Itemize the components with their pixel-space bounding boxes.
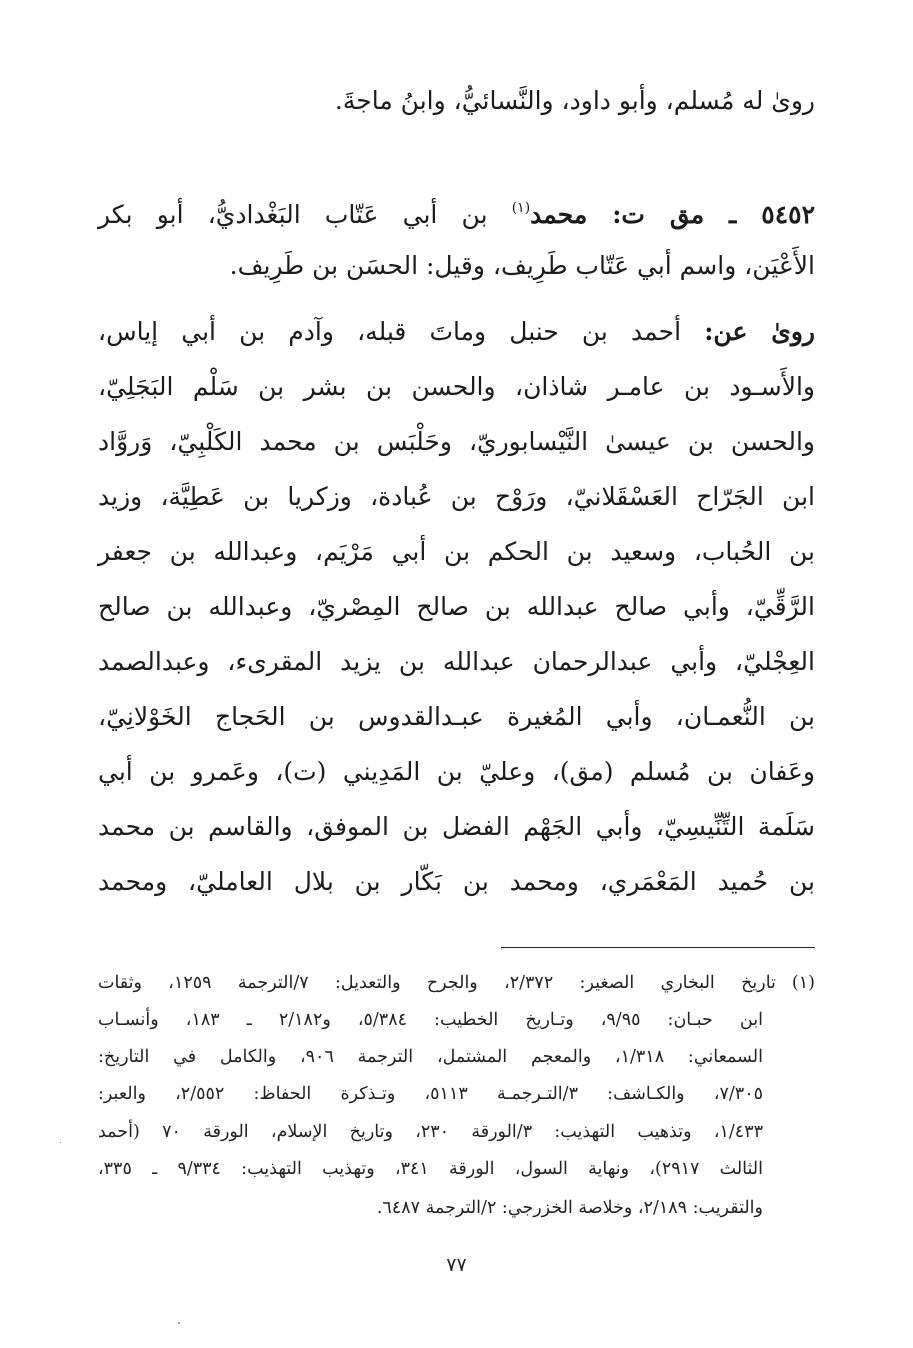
narrators-line-text: ابن الجَرّاح العَسْقَلانيّ، ورَوْح بن عُبادة، وزكريا بن عَطِيَّة، وزيد: [98, 482, 815, 511]
narrators-line: [98, 594, 815, 619]
narrators-line: [98, 649, 815, 674]
footnote-line-text: ابن حبـان: ٩/٩٥، وتـاريخ الخطيب: ٥/٣٨٤، و٢/١٨٢ ـ ١٨٣، وأنسـاب: [98, 1010, 763, 1030]
narrators-line-text: بن الحُباب، وسعيد بن الحكم بن أبي مَرْيَم، وعبدالله بن جعفر: [98, 537, 815, 566]
entry-heading-rest: بن أبي عَتّاب البَغْداديُّ، أبو بكر: [98, 200, 488, 229]
narrators-line-text: والأَسـود بن عامـر شاذان، والحسن بن بشر بن سَلْم البَجَلِيّ،: [98, 372, 815, 401]
narrators-line-text: والحسن بن عيسىٰ النَّيْسابوريّ، وحَلْبَس بن محمد الكَلْبِيّ، وَروَّاد: [98, 427, 815, 456]
narrators-line-text: بن حُميد المَعْمَري، ومحمد بن بَكّار بن بلال العامليّ، ومحمد: [98, 867, 815, 896]
narrators-first-line: [98, 319, 815, 344]
entry-heading-number: ٥٤٥٢ ـ مق ت: محمد: [530, 200, 815, 229]
page-number: ٧٧: [446, 1254, 467, 1276]
previous-entry-closing-line: [335, 88, 815, 113]
previous-entry-closing-text: روىٰ له مُسلم، وأبو داود، والنَّسائيُّ، وابنُ ماجةَ.: [334, 86, 815, 115]
narrators-line-text: بن النُّعمـان، وأبي المُغيرة عبـدالقدوس بن الحَجاج الخَوْلانِيّ،: [98, 702, 815, 731]
narrators-line: [98, 484, 815, 509]
footnote-reference: (١): [511, 200, 531, 216]
footnote-line: [98, 1049, 763, 1067]
entry-heading-line: [98, 201, 815, 227]
footnote-line-text: السمعاني: ١/٣١٨، والمعجم المشتمل، الترجمة ٩٠٦، والكامل في التاريخ:: [98, 1047, 763, 1067]
footnote-line-text: ١/٤٣٣، وتذهيب التهذيب: ٣/الورقة ٢٣٠، وتاريخ الإسلام، الورقة ٧٠ (أحمد: [98, 1122, 763, 1142]
narrators-line: [98, 814, 815, 839]
scan-speck: [60, 1142, 61, 1143]
narrators-line: [98, 539, 815, 564]
narrators-line: [98, 429, 815, 454]
narrators-line-text: وعَفان بن مُسلم (مق)، وعليّ بن المَدِيني (ت)، وعَمرو بن أبي: [98, 757, 815, 786]
narrators-line-text: سَلَمة التِّنِّيسِيّ، وأبي الجَهْم الفضل بن الموفق، والقاسم بن محمد: [98, 812, 815, 841]
footnote-line: [98, 1161, 763, 1179]
footnote-line: [98, 1086, 763, 1104]
narrators-line-text: العِجْليّ، وأبي عبدالرحمان عبدالله بن يزيد المقرىء، وعبدالصمد: [98, 647, 815, 676]
narrators-line: [98, 759, 815, 784]
footnote-line: [98, 975, 815, 993]
footnote-line: [98, 1124, 763, 1142]
footnote-line-text: والتقريب: ٢/١٨٩، وخلاصة الخزرجي: ٢/الترجمة ٦٤٨٧.: [376, 1198, 763, 1218]
narrators-label: روىٰ عن:: [704, 317, 816, 346]
footnote-divider: [501, 947, 815, 948]
scan-speck: [178, 1322, 180, 1324]
footnote-line: [98, 1012, 763, 1030]
footnote-line-text: ٧/٣٠٥، والكـاشف: ٣/التـرجمـة ٥١١٣، وتـذكرة الحفاظ: ٢/٥٥٢، والعبر:: [98, 1084, 763, 1104]
narrators-line: [98, 869, 815, 894]
narrators-first-line-text: أحمد بن حنبل وماتَ قبله، وآدم بن أبي إياس،: [98, 317, 682, 346]
entry-name-text: الأَعْيَن، واسم أبي عَتّاب طَرِيف، وقيل: الحسَن بن طَرِيف.: [229, 251, 815, 280]
entry-heading-line-2: [230, 253, 815, 278]
narrators-line-text: الرَّقِّيّ، وأبي صالح عبدالله بن صالح المِصْريّ، وعبدالله بن صالح: [98, 592, 815, 621]
footnote-marker: (١): [791, 973, 815, 993]
footnote-line-text: تاريخ البخاري الصغير: ٢/٣٧٢، والجرح والتعديل: ٧/الترجمة ١٢٥٩، وثقات: [98, 973, 776, 993]
narrators-line: [98, 374, 815, 399]
footnote-line-text: الثالث ٢٩١٧)، ونهاية السول، الورقة ٣٤١، وتهذيب التهذيب: ٩/٣٣٤ ـ ٣٣٥،: [98, 1159, 763, 1179]
narrators-line: [98, 704, 815, 729]
footnote-line: [377, 1200, 763, 1218]
